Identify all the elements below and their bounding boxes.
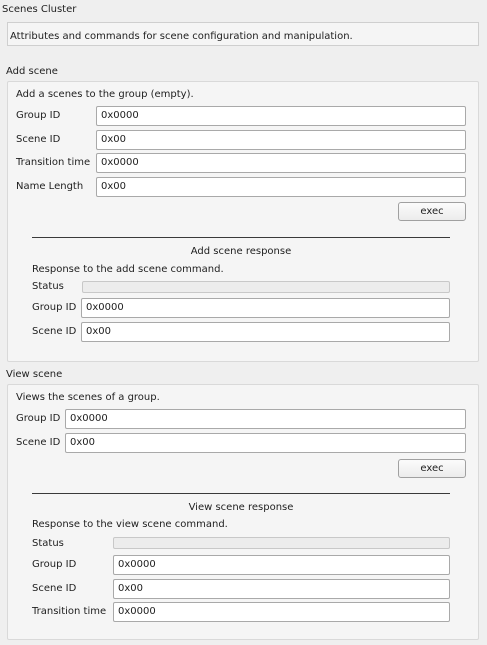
add-scene-response-status-field: [82, 281, 450, 293]
view-scene-response-description: Response to the view scene command.: [32, 519, 228, 530]
add-scene-response-group-id-input[interactable]: 0x0000: [81, 298, 450, 318]
view-scene-response-scene-id-label: Scene ID: [32, 583, 77, 594]
add-scene-scene-id-label: Scene ID: [16, 134, 61, 145]
add-scene-response-description: Response to the add scene command.: [32, 264, 224, 275]
view-scene-group-id-label: Group ID: [16, 413, 61, 424]
view-scene-description: Views the scenes of a group.: [16, 392, 160, 403]
cluster-description: Attributes and commands for scene configuration and manipulation.: [10, 31, 353, 42]
view-scene-response-divider: [32, 493, 450, 494]
view-scene-response-group-id-label: Group ID: [32, 559, 77, 570]
view-scene-scene-id-label: Scene ID: [16, 437, 61, 448]
view-scene-response-transition-time-label: Transition time: [32, 606, 107, 617]
view-scene-group-id-input[interactable]: 0x0000: [65, 409, 466, 429]
add-scene-scene-id-input[interactable]: 0x00: [96, 130, 466, 150]
view-scene-title: View scene: [6, 369, 63, 380]
add-scene-group-id-label: Group ID: [16, 110, 61, 121]
add-scene-transition-time-input[interactable]: 0x0000: [96, 153, 466, 173]
add-scene-transition-time-label: Transition time: [16, 157, 91, 168]
add-scene-response-group-id-label: Group ID: [32, 302, 77, 313]
view-scene-response-title: View scene response: [188, 502, 294, 513]
view-scene-scene-id-input[interactable]: 0x00: [65, 433, 466, 453]
add-scene-response-scene-id-input[interactable]: 0x00: [81, 322, 450, 342]
view-scene-response-group-id-input[interactable]: 0x0000: [113, 555, 450, 575]
add-scene-group-id-input[interactable]: 0x0000: [96, 106, 466, 126]
view-scene-response-transition-time-input[interactable]: 0x0000: [113, 602, 450, 622]
view-scene-response-scene-id-input[interactable]: 0x00: [113, 579, 450, 599]
add-scene-title: Add scene: [6, 66, 58, 77]
cluster-title: Scenes Cluster: [2, 4, 77, 15]
add-scene-response-divider: [32, 237, 450, 238]
view-scene-exec-button[interactable]: exec: [398, 459, 466, 478]
add-scene-response-status-label: Status: [32, 281, 64, 292]
add-scene-description: Add a scenes to the group (empty).: [16, 89, 194, 100]
add-scene-name-length-label: Name Length: [16, 181, 84, 192]
add-scene-name-length-input[interactable]: 0x00: [96, 177, 466, 197]
view-scene-response-status-label: Status: [32, 538, 64, 549]
view-scene-response-status-field: [113, 537, 450, 549]
add-scene-response-scene-id-label: Scene ID: [32, 326, 77, 337]
add-scene-response-title: Add scene response: [190, 246, 292, 257]
add-scene-exec-button[interactable]: exec: [398, 202, 466, 221]
